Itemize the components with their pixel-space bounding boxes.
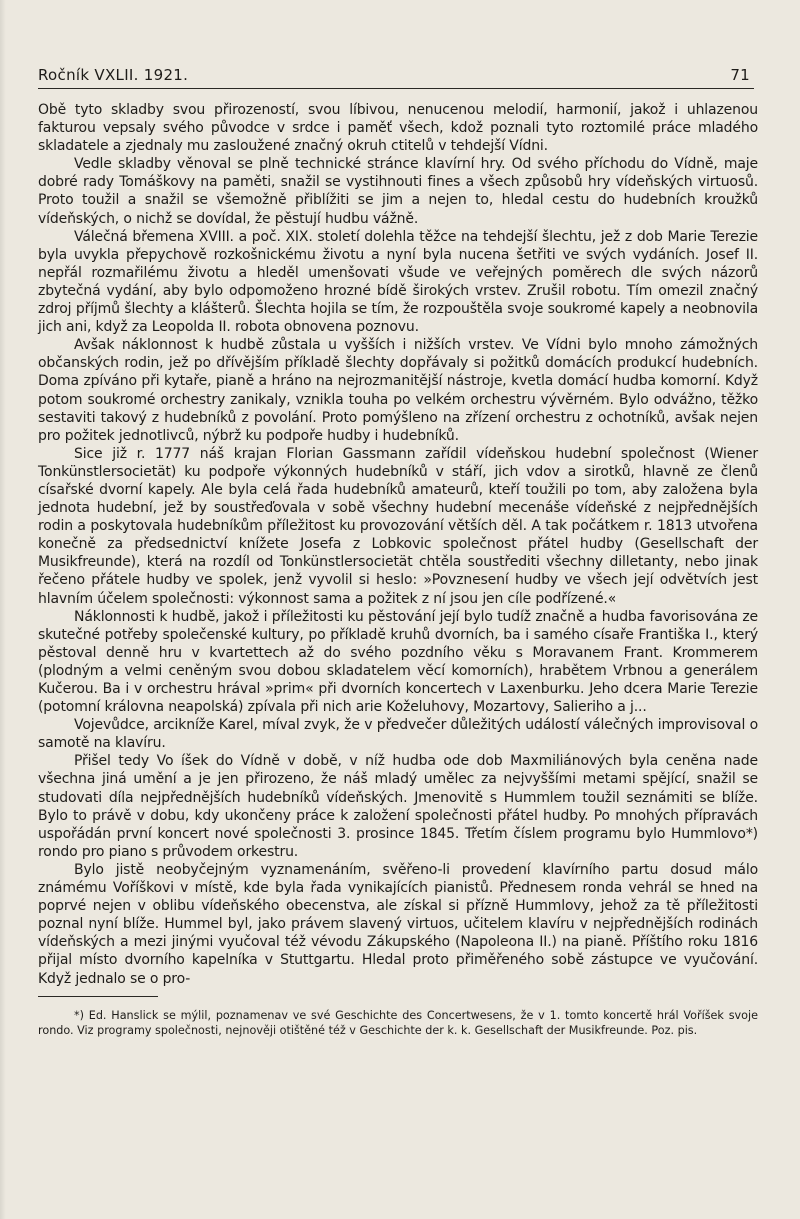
running-title: Ročník VXLII. 1921. (38, 66, 189, 84)
body-text (38, 101, 758, 988)
page-number: 71 (730, 66, 750, 84)
header-rule (38, 88, 754, 89)
paragraph-2: Vedle skladby věnoval se plně technické stránce klavírní hry. Od svého příchodu do Vídně, maje dobré rady Tomáškovy na paměti, snažil se vystihnouti fines a všech způsobů hry vídeňských virtuosů. Proto toužil a snažil se všemožně přiblížiti se jim a nejen to, hledal cestu do hudebních kroužků vídeňských, o nichž se dovídal, že pěstují hudbu vážně. (38, 156, 758, 227)
paragraph-4: Avšak náklonnost k hudbě zůstala u vyšších i nižších vrstev. Ve Vídni bylo mnoho zámožných občanských rodin, jež po dřívějším příkladě šlechty dopřávaly si požitků domácích produkcí hudebních. Doma zpíváno při kytaře, pianě a hráno na nejrozmanitější nástroje, kvetla domácí hudba komorní. Když potom soukromé orchestry zanikaly, vznikla touha po velkém orchestru vývěrném. Bylo odvážno, těžko sestaviti takový z hudebníků z povolání. Proto pomýšleno na zřízení orchestru z ochotníků, avšak nejen pro požitek jednotlivců, nýbrž ku podpoře hudby i hudebníků. (38, 337, 758, 444)
footnote: *) Ed. Hanslick se mýlil, poznamenav ve své Geschichte des Concertwesens, že v 1. tomto koncertě hrál Voříšek svoje rondo. Viz programy společnosti, nejnověji otištěné též v Geschichte der k. k. Gesellschaft der Musikfreunde. Poz. pis. (38, 1008, 758, 1037)
paragraph-5: Sice již r. 1777 náš krajan Florian Gassmann zařídil vídeňskou hudební společnost (Wiener Tonkünstlersocietät) ku podpoře výkonných hudebníků v stáří, jich vdov a sirotků, hlavně ze členů císařské dvorní kapely. Ale byla celá řada hudebníků amateurů, kteří toužili po tom, aby založena byla jednota hudební, jež by soustřeďovala v sobě všechny hudební mecenáše vídeňské z nejpřednějších rodin a poskytovala hudebníkům příležitost ku provozování větších děl. A tak počátkem r. 1813 utvořena konečně za předsednictví knížete Josefa z Lobkovic společnost přátel hudby (Gesellschaft der Musikfreunde), která na rozdíl od Tonkünstlersocietät chtěla soustřediti všechny dilletanty, nebo jinak řečeno přátele hudby ve spolek, jenž vyvolil si heslo: »Povznesení hudby ve všech její odvětvích jest hlavním účelem společnosti: výkonnost sama a požitek z ní jsou jen cíle podřízené.« (38, 445, 758, 607)
paragraph-9: Bylo jistě neobyčejným vyznamenáním, svěřeno-li provedení klavírního partu dosud málo známému Voříškovi v místě, kde byla řada vynikajících pianistů. Přednesem ronda vehrál se hned na poprvé nejen v oblibu vídeňského obecenstva, ale získal si přízně Hummlovy, jehož za tě příležitosti poznal nyní blíže. Hummel byl, jako právem slavený virtuos, učitelem klavíru v nejpřednějších rodinách vídeňských a mezi jinými vyučoval též vévodu Zákupského (Napoleona II.) na pianě. Příštího roku 1816 přijal místo dvorního kapelníka v Stuttgartu. Hledal proto přiměřeného sobě zástupce ve vyučování. Když jednalo se o pro- (38, 861, 758, 987)
paragraph-6: Náklonnosti k hudbě, jakož i příležitosti ku pěstování její bylo tudíž značně a hudba favorisována ze skutečné potřeby společenské kultury, po příkladě kruhů dvorních, ba i samého císaře Františka I., který pěstoval denně hru v kvartettech až do svého pozdního věku s Moravanem Frant. Krommerem (plodným a velmi ceněným svou dobou skladatelem věcí komorních), hrabětem Vrbnou a generálem Kučerou. Ba i v orchestru hrával »prim« při dvorních koncertech v Laxenburku. Jeho dcera Marie Terezie (potomní královna neapolská) zpívala při nich arie Koželuhovy, Mozartovy, Salieriho a j... (38, 608, 758, 716)
page-header (38, 66, 758, 84)
page-edge-shadow (0, 0, 6, 1219)
paragraph-8: Přišel tedy Vo íšek do Vídně v době, v níž hudba ode dob Maxmiliánových byla ceněna nade všechna jiná umění a je jen přirozeno, že náš mladý umělec za nejvyššími metami spějící, snažil se studovati díla nejpřednějších hudebníků vídeňských. Jmenovitě s Hummlem toužil seznámiti se blíže. Bylo to právě v dobu, kdy ukončeny práce k založení společnosti přátel hudby. Po mnohých přípravách uspořádán první koncert nové společnosti 3. prosince 1845. Třetím číslem programu bylo Hummlovo*) rondo pro piano s průvodem orkestru. (38, 753, 758, 860)
paragraph-3: Válečná břemena XVIII. a poč. XIX. století dolehla těžce na tehdejší šlechtu, jež z dob Marie Terezie byla uvykla přepychově rozkošnickému životu a nyní byla nucena šetřiti ve svých vydáních. Josef II. nepřál rozmařilému životu a hleděl umenšovati všude ve veřejných poměrech dle svých názorů zbytečná vydání, aby bylo odpomoženo hrozné bídě širokých vrstev. Zrušil robotu. Tím omezil značný zdroj příjmů šlechty a klášterů. Šlechta hojila se tím, že rozpouštěla svoje soukromé kapely a neobnovila jich ani, když za Leopolda II. robota obnovena poznovu. (38, 228, 758, 336)
footnote-rule (38, 996, 158, 997)
paragraph-7: Vojevůdce, arcikníže Karel, míval zvyk, že v předvečer důležitých událostí válečných improvisoval o samotě na klavíru. (38, 717, 758, 752)
paragraph-1: Obě tyto skladby svou přirozeností, svou líbivou, nenucenou melodií, harmonií, jakož i uhlazenou fakturou vepsaly svého původce v srdce i paměť všech, kdož poznali tyto roztomilé práce mladého skladatele a zjednaly mu zasloužené značný okruh ctitelů v tehdejší Vídni. (38, 102, 758, 155)
